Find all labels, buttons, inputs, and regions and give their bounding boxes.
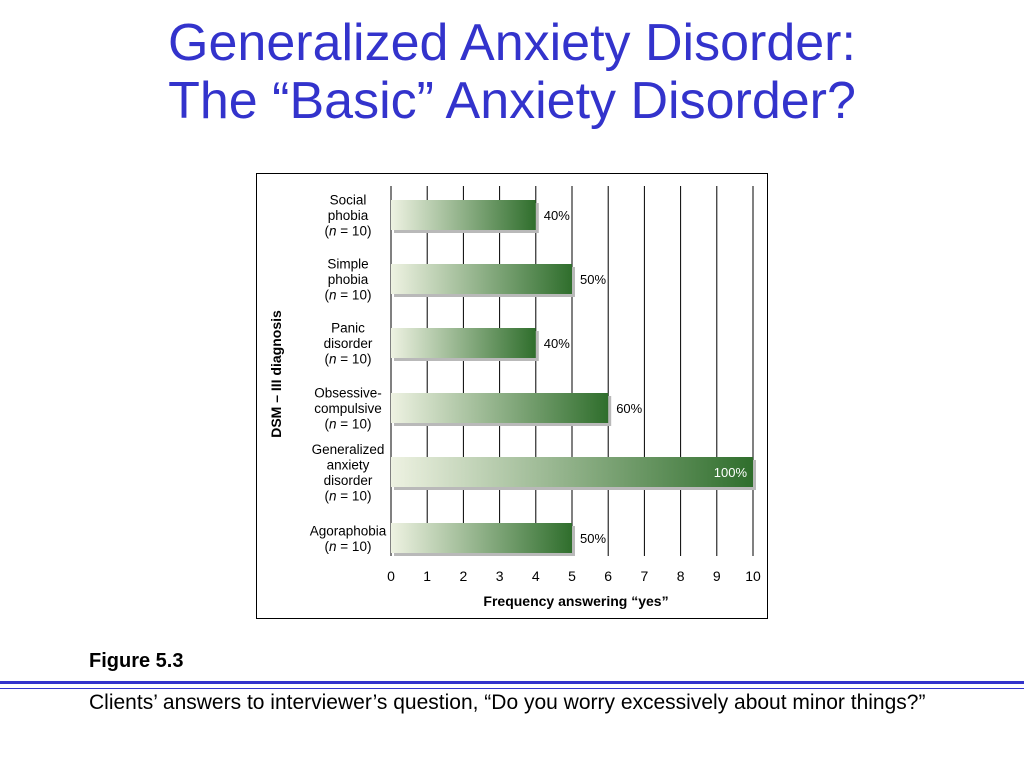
x-tick-label: 9 — [712, 568, 721, 584]
data-label: 40% — [543, 208, 570, 223]
category-label: phobia — [327, 272, 369, 287]
title-line-1: Generalized Anxiety Disorder: — [168, 14, 856, 72]
bar — [391, 523, 572, 553]
x-tick-label: 1 — [423, 568, 432, 584]
data-label: 50% — [580, 531, 607, 546]
category-label: (n = 10) — [324, 287, 372, 303]
x-tick-label: 5 — [568, 568, 576, 584]
category-label: disorder — [323, 472, 373, 488]
category-label: Obsessive- — [314, 385, 382, 401]
slide-title — [0, 14, 1024, 130]
x-tick-label: 10 — [745, 568, 761, 584]
bar — [391, 264, 572, 294]
x-tick-label: 7 — [640, 568, 649, 584]
category-label: (n = 10) — [324, 488, 372, 504]
x-tick-label: 4 — [531, 568, 540, 584]
category-label: compulsive — [314, 401, 382, 416]
bar — [391, 457, 753, 487]
data-label: 100% — [713, 465, 747, 480]
x-tick-label: 0 — [387, 568, 395, 584]
bar-chart — [257, 174, 769, 620]
category-label: (n = 10) — [324, 538, 372, 554]
category-label: Panic — [331, 320, 365, 336]
divider-rule-thick — [0, 681, 1024, 684]
category-label: phobia — [327, 208, 369, 223]
x-axis-label: Frequency answering “yes” — [483, 593, 669, 609]
x-tick-label: 2 — [459, 568, 468, 584]
category-label: (n = 10) — [324, 416, 372, 432]
category-label: (n = 10) — [324, 351, 372, 367]
category-label: disorder — [323, 336, 373, 351]
bar — [391, 200, 536, 230]
chart-frame — [256, 173, 768, 619]
title-line-2: The “Basic” Anxiety Disorder? — [168, 72, 856, 130]
figure-caption: Clients’ answers to interviewer’s question, “Do you worry excessively about minor things?” — [89, 691, 926, 714]
category-label: (n = 10) — [324, 223, 372, 239]
category-label: Simple — [327, 256, 369, 272]
x-tick-label: 8 — [676, 568, 685, 584]
data-label: 40% — [543, 336, 570, 351]
bar — [391, 328, 536, 358]
data-label: 50% — [580, 272, 607, 287]
x-tick-label: 3 — [495, 568, 504, 584]
category-label: anxiety — [326, 457, 370, 473]
y-axis-label: DSM – III diagnosis — [268, 310, 284, 438]
figure-label: Figure 5.3 — [89, 650, 184, 672]
data-label: 60% — [616, 401, 643, 416]
category-label: Agoraphobia — [309, 523, 387, 539]
category-label: Generalized — [311, 441, 385, 457]
bar — [391, 393, 608, 423]
x-tick-label: 6 — [604, 568, 613, 584]
category-label: Social — [329, 192, 367, 208]
